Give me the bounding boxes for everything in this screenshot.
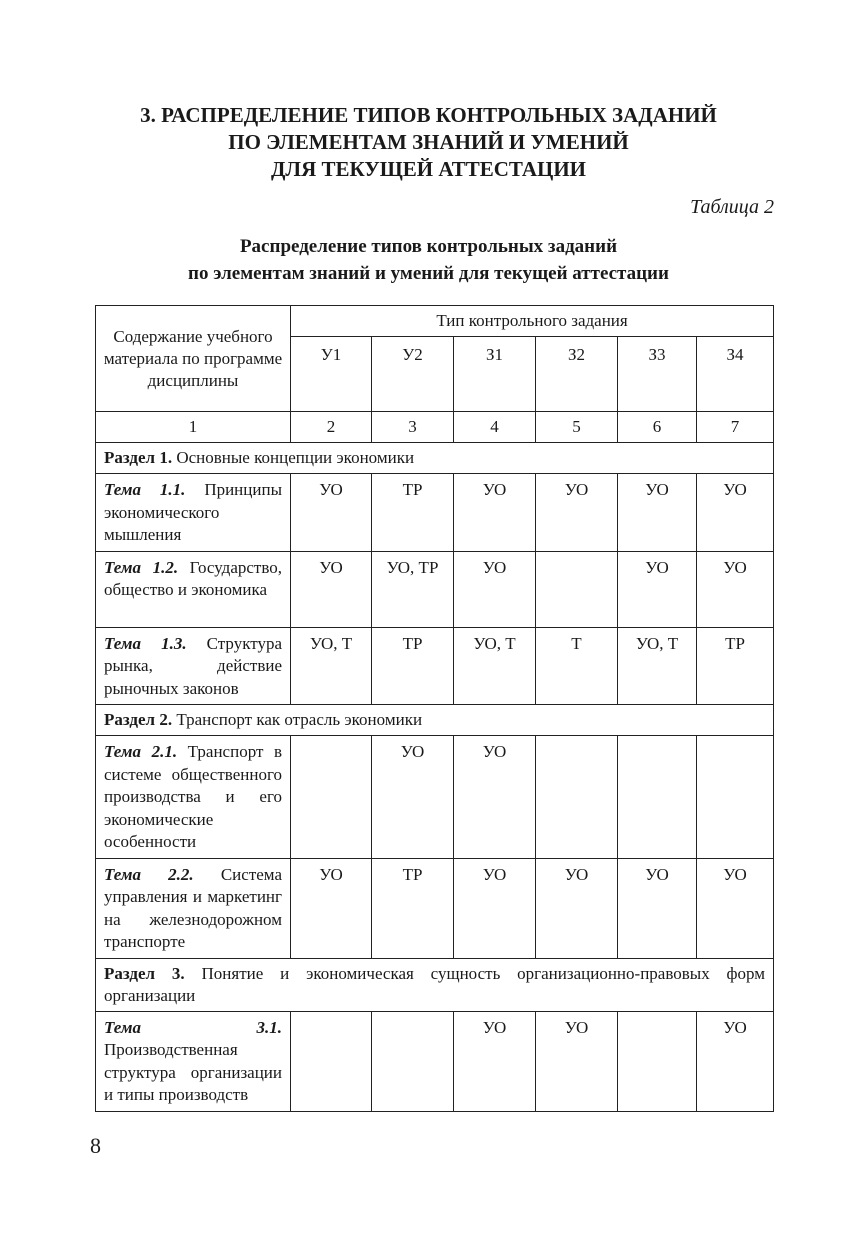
task-type-cell: ТР	[372, 858, 454, 958]
task-type-cell: ТР	[372, 474, 454, 552]
column-number: 1	[96, 412, 291, 443]
task-type-cell: УО, Т	[618, 627, 697, 705]
heading-line: ПО ЭЛЕМЕНТАМ ЗНАНИЙ И УМЕНИЙ	[228, 130, 629, 154]
topic-cell	[96, 736, 291, 859]
topic-cell	[96, 627, 291, 705]
topic-label: Тема 1.3.	[104, 633, 187, 653]
task-type-cell: УО	[697, 474, 774, 552]
code-cell: З4	[697, 337, 774, 412]
code-cell: У2	[372, 337, 454, 412]
column-number: 5	[536, 412, 618, 443]
distribution-table	[95, 305, 774, 1112]
task-type-cell: УО	[536, 474, 618, 552]
task-type-cell: УО	[536, 858, 618, 958]
topic-row	[96, 551, 774, 627]
header-row	[96, 306, 774, 337]
topic-title: Государство, общество и экономика	[104, 557, 282, 599]
table-title	[0, 233, 857, 287]
task-type-cell: УО	[697, 858, 774, 958]
task-type-cell	[536, 551, 618, 627]
topic-label: Тема 1.2.	[104, 557, 179, 577]
topic-title: Принципы экономического мышления	[104, 480, 282, 544]
section-cell	[96, 958, 774, 1011]
topic-label: Тема 2.1.	[104, 742, 178, 761]
section-title: Транспорт как отрасль экономики	[176, 710, 423, 729]
task-type-cell: УО	[291, 858, 372, 958]
topic-row	[96, 736, 774, 859]
task-type-cell: Т	[536, 627, 618, 705]
task-type-cell: УО	[454, 474, 536, 552]
task-type-cell: УО	[618, 551, 697, 627]
topic-title: Производственная структура организации и типы производств	[104, 1040, 282, 1104]
section-label: Раздел 1.	[104, 448, 173, 467]
section-row	[96, 705, 774, 736]
task-type-cell: ТР	[697, 627, 774, 705]
section-heading	[0, 102, 857, 183]
topic-label: Тема 2.2.	[104, 864, 194, 884]
task-type-cell: УО	[536, 1011, 618, 1111]
column-number: 3	[372, 412, 454, 443]
code-cell: З3	[618, 337, 697, 412]
topic-title: Система управления и маркетинг на железнодорожном транспорте	[104, 864, 282, 951]
task-type-cell: УО	[372, 736, 454, 859]
column-number: 2	[291, 412, 372, 443]
task-type-cell: УО, ТР	[372, 551, 454, 627]
code-cell: З2	[536, 337, 618, 412]
column-number: 4	[454, 412, 536, 443]
section-title: Основные концепции экономики	[176, 448, 415, 467]
topic-label: Тема 3.1.	[104, 1017, 282, 1037]
heading-line: 3. РАСПРЕДЕЛЕНИЕ ТИПОВ КОНТРОЛЬНЫХ ЗАДАНИЙ	[140, 103, 717, 127]
topic-cell	[96, 858, 291, 958]
task-type-cell: УО	[618, 474, 697, 552]
column-number: 6	[618, 412, 697, 443]
section-cell	[96, 443, 774, 474]
task-type-cell: УО	[454, 858, 536, 958]
section-cell	[96, 705, 774, 736]
section-title: Понятие и экономическая сущность организационно-правовых форм организации	[104, 963, 766, 1005]
topic-cell	[96, 474, 291, 552]
task-type-header: Тип контрольного задания	[291, 306, 774, 337]
topic-title: Структура рынка, действие рыночных законов	[104, 633, 282, 698]
column-number: 7	[697, 412, 774, 443]
task-type-cell: УО	[454, 736, 536, 859]
content-header: Содержание учебного материала по программе дисциплины	[96, 306, 291, 412]
task-type-cell	[618, 736, 697, 859]
topic-row	[96, 1011, 774, 1111]
code-cell: З1	[454, 337, 536, 412]
task-type-cell	[618, 1011, 697, 1111]
topic-row	[96, 858, 774, 958]
task-type-cell: УО	[291, 551, 372, 627]
table-label: Таблица 2	[690, 196, 774, 218]
topic-cell	[96, 1011, 291, 1111]
heading-line: ДЛЯ ТЕКУЩЕЙ АТТЕСТАЦИИ	[270, 157, 587, 181]
task-type-cell: УО, Т	[454, 627, 536, 705]
task-type-cell: УО	[454, 551, 536, 627]
task-type-cell	[372, 1011, 454, 1111]
table-title-line: по элементам знаний и умений для текущей аттестации	[188, 263, 669, 284]
number-row	[96, 412, 774, 443]
page-number: 8	[90, 1133, 101, 1158]
task-type-cell: УО	[618, 858, 697, 958]
code-cell: У1	[291, 337, 372, 412]
section-label: Раздел 2.	[104, 710, 173, 729]
task-type-cell	[697, 736, 774, 859]
task-type-cell: УО	[697, 551, 774, 627]
task-type-cell	[291, 1011, 372, 1111]
task-type-cell	[536, 736, 618, 859]
topic-cell	[96, 551, 291, 627]
topic-row	[96, 474, 774, 552]
topic-label: Тема 1.1.	[104, 480, 186, 499]
table-title-line: Распределение типов контрольных заданий	[239, 236, 618, 257]
section-label: Раздел 3.	[104, 963, 185, 983]
task-type-cell	[291, 736, 372, 859]
task-type-cell: УО	[697, 1011, 774, 1111]
task-type-cell: УО, Т	[291, 627, 372, 705]
topic-title: Транспорт в системе общественного производства и его экономические особенности	[104, 742, 282, 851]
task-type-cell: УО	[291, 474, 372, 552]
section-row	[96, 958, 774, 1011]
task-type-cell: ТР	[372, 627, 454, 705]
section-row	[96, 443, 774, 474]
topic-row	[96, 627, 774, 705]
task-type-cell: УО	[454, 1011, 536, 1111]
